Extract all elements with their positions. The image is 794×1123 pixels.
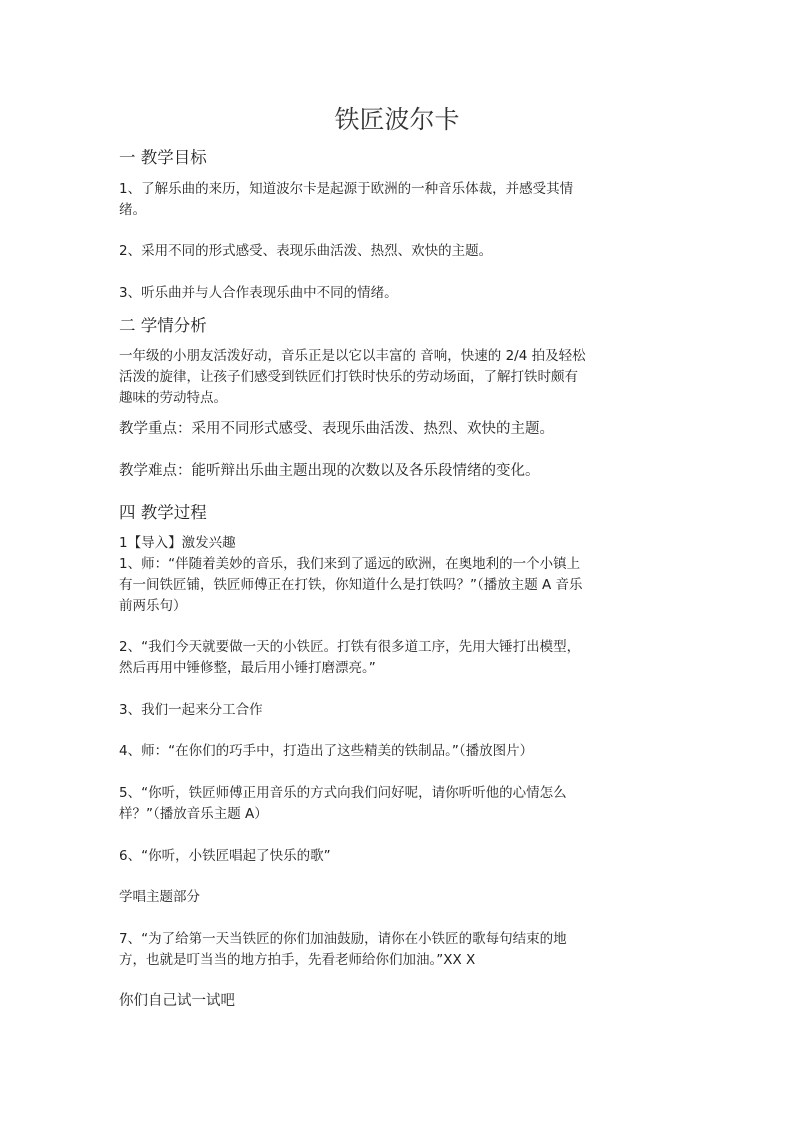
text-line: 1、师：“伴随着美妙的音乐，我们来到了遥远的欧洲，在奥地利的一个小镇上 [119, 556, 581, 572]
text-line: 一年级的小朋友活泼好动，音乐正是以它以丰富的 音响，快速的 2/4 拍及轻松 [119, 348, 586, 364]
text-line: 5、“你听，铁匠师傅正用音乐的方式向我们问好呢，请你听听他的心情怎么 [119, 785, 567, 801]
text-line: 有一间铁匠铺，铁匠师傅正在打铁，你知道什么是打铁吗？”（播放主题 A 音乐 [119, 577, 583, 593]
text-line: 方，也就是叮当当的地方拍手，先看老师给你们加油。”XX X [119, 952, 476, 968]
text-line: 6、“你听，小铁匠唱起了快乐的歌” [119, 848, 331, 864]
text-line: 活泼的旋律，让孩子们感受到铁匠们打铁时快乐的劳动场面，了解打铁时颇有 [119, 369, 578, 385]
text-line: 然后再用中锤修整，最后用小锤打磨漂亮。” [119, 660, 376, 676]
text-line: 4、师：“在你们的巧手中，打造出了这些精美的铁制品。”（播放图片） [119, 743, 534, 759]
text-line: 3、听乐曲并与人合作表现乐曲中不同的情绪。 [119, 285, 398, 301]
text-line: 你们自己试一试吧 [119, 993, 235, 1009]
text-line: 学唱主题部分 [119, 889, 200, 905]
text-line: 2、采用不同的形式感受、表现乐曲活泼、热烈、欢快的主题。 [119, 243, 493, 259]
text-line: 1【导入】激发兴趣 [119, 535, 236, 551]
text-line: 样？”（播放音乐主题 A） [119, 806, 268, 822]
text-line: 教学难点：能听辩出乐曲主题出现的次数以及各乐段情绪的变化。 [119, 463, 540, 479]
intro-heading [119, 533, 679, 554]
key-point [119, 419, 679, 440]
goal-3 [119, 283, 679, 304]
sing-theme [119, 887, 679, 908]
step-2 [119, 637, 679, 679]
goal-2 [119, 241, 679, 262]
text-line: 7、“为了给第一天当铁匠的你们加油鼓励，请你在小铁匠的歌每句结束的地 [119, 931, 567, 947]
text-line: 绪。 [119, 202, 146, 218]
step-3 [119, 700, 679, 721]
text-line: 前两乐句） [119, 598, 187, 614]
section-heading-goals: 一 教学目标 [119, 148, 207, 167]
text-line: 2、“我们今天就要做一天的小铁匠。打铁有很多道工序，先用大锤打出模型， [119, 639, 581, 655]
step-6 [119, 846, 679, 867]
text-line: 趣味的劳动特点。 [119, 390, 227, 406]
text-line: 1、了解乐曲的来历，知道波尔卡是起源于欧洲的一种音乐体裁，并感受其情 [119, 181, 574, 197]
goal-1 [119, 179, 679, 221]
difficulty [119, 461, 679, 482]
section-heading-process: 四 教学过程 [119, 503, 207, 522]
try-yourself [119, 991, 679, 1012]
document-title: 铁匠波尔卡 [334, 105, 460, 134]
text-line: 3、我们一起来分工合作 [119, 702, 263, 718]
step-5 [119, 783, 679, 825]
text-line: 教学重点：采用不同形式感受、表现乐曲活泼、热烈、欢快的主题。 [119, 421, 554, 437]
section-heading-analysis: 二 学情分析 [119, 316, 207, 335]
step-4 [119, 741, 679, 762]
step-7 [119, 929, 679, 971]
analysis-paragraph [119, 346, 679, 409]
step-1 [119, 554, 679, 617]
